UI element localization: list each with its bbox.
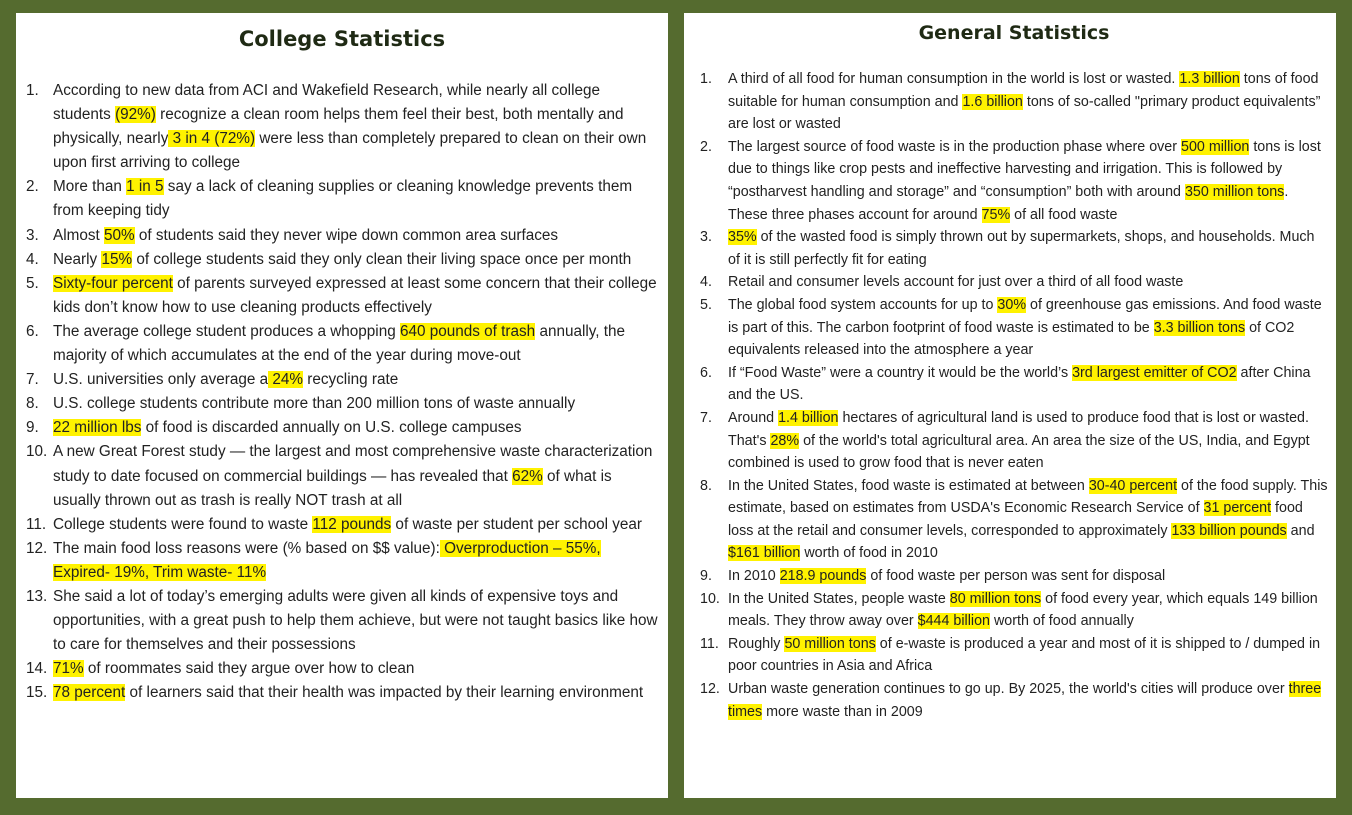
- stat-text: Roughly: [728, 635, 785, 652]
- stat-text: The average college student produces a whopping: [53, 322, 400, 340]
- stat-text: of food every year, which equals 149 billion meals. They throw away over: [728, 590, 1318, 630]
- stat-text: U.S. college students contribute more than 200 million tons of waste annually: [53, 395, 576, 413]
- stat-text: Urban waste generation continues to go up. By 2025, the world's cities will produce over: [728, 681, 1289, 698]
- college-statistics-list: [26, 79, 658, 705]
- stat-list-item: [700, 271, 1328, 294]
- highlighted-stat: 3.3 billion tons: [1153, 319, 1246, 336]
- stat-list-item: [26, 224, 658, 248]
- highlighted-stat: 112 pounds: [312, 515, 392, 533]
- stat-text: recognize a clean room helps them feel their best, both mentally and physically, nearly: [53, 106, 624, 148]
- stat-text: of parents surveyed expressed at least some concern that their college kids don’t know how to use cleaning products effectively: [53, 274, 657, 316]
- highlighted-stat: 1 in 5: [126, 178, 164, 196]
- highlighted-stat: 22 million lbs: [53, 419, 142, 437]
- stat-text: were less than completely prepared to clean on their own upon first arriving to college: [53, 130, 647, 172]
- highlighted-stat: $161 billion: [728, 545, 801, 562]
- stat-list-item: [26, 272, 658, 320]
- stat-list-item: [26, 416, 658, 440]
- stat-text: In the United States, food waste is estimated at between: [728, 477, 1089, 494]
- stat-item-number: 3.: [26, 226, 39, 244]
- stat-item-number: 10.: [26, 443, 48, 461]
- college-statistics-title: College Statistics: [238, 27, 446, 51]
- stat-item-number: 5.: [26, 274, 39, 292]
- stat-text: more waste than in 2009: [762, 703, 923, 720]
- stat-list-item: [700, 68, 1328, 136]
- stat-text: . These three phases account for around: [728, 183, 1289, 223]
- highlighted-stat: 3 in 4 (72%): [168, 130, 256, 148]
- stat-item-number: 3.: [700, 229, 712, 246]
- general-statistics-panel: [684, 13, 1336, 798]
- highlighted-stat: 31 percent: [1203, 500, 1272, 517]
- stat-text: and: [1286, 522, 1315, 539]
- stat-text: Almost: [53, 226, 104, 244]
- stat-item-number: 11.: [26, 515, 47, 533]
- stat-text: The global food system accounts for up to: [728, 296, 998, 313]
- stat-item-number: 4.: [26, 250, 39, 268]
- highlighted-stat: 30-40 percent: [1088, 477, 1178, 494]
- stat-item-number: 6.: [26, 322, 39, 340]
- stat-text: tons is lost due to things like crop pests and ineffective harvesting and irrigation. This is followed by “postharvest handling and storage” and “consumption” both with around: [728, 138, 1321, 200]
- stat-item-number: 14.: [26, 660, 48, 678]
- stat-item-number: 6.: [700, 364, 712, 381]
- stat-text: of roommates said they argue over how to clean: [83, 660, 415, 678]
- highlighted-stat: 24%: [268, 371, 303, 389]
- stat-text: worth of food in 2010: [800, 545, 938, 562]
- stat-text: of e-waste is produced a year and most of it is shipped to / dumped in poor countries in Asia and Africa: [728, 635, 1321, 675]
- stat-text: tons of so-called "primary product equivalents” are lost or wasted: [728, 93, 1321, 133]
- highlighted-stat: 78 percent: [53, 684, 126, 702]
- stat-text: annually, the majority of which accumulates at the end of the year during move-out: [53, 322, 626, 365]
- stat-text: Nearly: [53, 250, 102, 268]
- stat-list-item: [700, 136, 1328, 226]
- stat-item-number: 12.: [700, 681, 720, 698]
- stat-text: In the United States, people waste: [728, 590, 950, 607]
- stat-item-number: 7.: [700, 409, 712, 426]
- stat-text: College students were found to waste: [53, 515, 313, 533]
- stat-item-number: 9.: [26, 419, 39, 437]
- stat-item-number: 4.: [700, 274, 712, 291]
- stat-list-item: [26, 513, 658, 537]
- stat-text: worth of food annually: [990, 613, 1134, 630]
- highlighted-stat: 133 billion pounds: [1171, 522, 1287, 539]
- highlighted-stat: 50%: [104, 226, 135, 244]
- highlighted-stat: 80 million tons: [949, 590, 1042, 607]
- stat-text: tons of food suitable for human consumption and: [728, 71, 1319, 110]
- stat-text: of the world's total agricultural area. An area the size of the US, India, and Egypt combined is used to grow food that is never eaten: [728, 432, 1310, 472]
- stat-text: A new Great Forest study — the largest and most comprehensive waste characterization study to date focused on commercial buildings — has revealed that: [53, 443, 653, 485]
- highlighted-stat: 28%: [770, 432, 800, 449]
- stat-item-number: 7.: [26, 371, 39, 389]
- stat-text: food loss at the retail and consumer levels, corresponded to approximately: [728, 500, 1303, 539]
- general-statistics-list: [700, 68, 1328, 723]
- stat-text: If “Food Waste” were a country it would be the world’s: [728, 364, 1073, 381]
- stat-item-number: 9.: [700, 568, 712, 585]
- stat-text: of what is usually thrown out as trash is really NOT trash at all: [53, 467, 612, 509]
- highlighted-stat: 15%: [101, 250, 133, 268]
- stat-text: of CO2 equivalents released into the atmosphere a year: [728, 319, 1295, 359]
- highlighted-stat: 1.6 billion: [962, 93, 1023, 110]
- stat-text: Around: [728, 409, 779, 426]
- stat-text: of students said they never wipe down common area surfaces: [134, 226, 559, 244]
- stat-item-number: 1.: [700, 71, 712, 87]
- highlighted-stat: 350 million tons: [1184, 183, 1285, 200]
- highlighted-stat: 35%: [728, 229, 757, 246]
- highlighted-stat: Overproduction – 55%, Expired- 19%, Trim waste- 11%: [53, 539, 601, 581]
- highlighted-stat: 71%: [53, 660, 84, 678]
- highlighted-stat: 30%: [997, 296, 1027, 313]
- college-statistics-panel: [16, 13, 668, 798]
- highlighted-stat: 75%: [981, 206, 1011, 223]
- stat-item-number: 8.: [26, 395, 39, 413]
- stat-text: recycling rate: [303, 371, 399, 389]
- stat-list-item: [26, 175, 658, 223]
- stat-text: U.S. universities only average a: [53, 371, 269, 389]
- stat-list-item: [700, 407, 1328, 475]
- general-statistics-title: General Statistics: [918, 22, 1110, 44]
- stat-text: hectares of agricultural land is used to produce food that is lost or wasted. That's: [728, 409, 1309, 449]
- highlighted-stat: three times: [728, 681, 1322, 720]
- stat-item-number: 1.: [26, 82, 39, 99]
- stat-list-item: [26, 320, 658, 368]
- stat-text: after China and the US.: [728, 364, 1311, 404]
- stat-list-item: [700, 362, 1328, 407]
- highlighted-stat: 50 million tons: [784, 635, 876, 652]
- stat-text: of learners said that their health was impacted by their learning environment: [125, 684, 644, 702]
- stat-list-item: [26, 657, 658, 681]
- highlighted-stat: Sixty-four percent: [53, 274, 173, 292]
- stat-item-number: 5.: [700, 296, 712, 313]
- stat-text: Retail and consumer levels account for just over a third of all food waste: [728, 274, 1184, 291]
- highlighted-stat: 640 pounds of trash: [399, 322, 536, 340]
- stat-text: A third of all food for human consumption in the world is lost or wasted.: [728, 71, 1180, 87]
- stat-list-item: [26, 368, 658, 392]
- stat-text: The largest source of food waste is in the production phase where over: [728, 138, 1181, 155]
- stat-item-number: 13.: [26, 587, 48, 605]
- highlighted-stat: 3rd largest emitter of CO2: [1072, 364, 1237, 381]
- stat-list-item: [700, 475, 1328, 565]
- stat-text: of greenhouse gas emissions. And food waste is part of this. The carbon footprint of food waste is estimated to be: [728, 296, 1322, 336]
- stat-list-item: [700, 565, 1328, 588]
- stat-list-item: [26, 681, 658, 705]
- highlighted-stat: 500 million: [1181, 138, 1250, 155]
- highlighted-stat: 218.9 pounds: [779, 568, 867, 585]
- stat-text: of college students said they only clean their living space once per month: [132, 250, 632, 268]
- stat-text: The main food loss reasons were (% based on $$ value):: [53, 539, 440, 557]
- stat-text: In 2010: [728, 568, 780, 585]
- stat-list-item: [26, 585, 658, 657]
- stat-text: of the food supply. This estimate, based on estimates from USDA's Economic Research Service of: [728, 477, 1328, 517]
- stat-item-number: 11.: [700, 635, 719, 652]
- stat-text: of food is discarded annually on U.S. college campuses: [141, 419, 522, 437]
- stat-text: of all food waste: [1010, 206, 1118, 223]
- stat-item-number: 12.: [26, 539, 48, 557]
- stat-list-item: [26, 440, 658, 512]
- stat-text: More than: [53, 178, 127, 196]
- stat-item-number: 15.: [26, 684, 48, 702]
- stat-text: According to new data from ACI and Wakefield Research, while nearly all college students: [53, 82, 600, 124]
- stat-item-number: 2.: [26, 178, 39, 196]
- stat-list-item: [700, 588, 1328, 633]
- stat-item-number: 8.: [700, 477, 712, 494]
- stat-text: of waste per student per school year: [391, 515, 643, 533]
- stat-list-item: [26, 248, 658, 272]
- stat-list-item: [26, 79, 658, 175]
- stat-list-item: [700, 633, 1328, 678]
- stat-text: She said a lot of today’s emerging adults were given all kinds of expensive toys and opportunities, with a great push to help them achieve, but were not taught basics like how to care for themselves and their possessions: [53, 587, 658, 654]
- stat-text: of food waste per person was sent for disposal: [866, 568, 1166, 585]
- stat-list-item: [26, 537, 658, 585]
- highlighted-stat: $444 billion: [917, 613, 990, 630]
- stat-list-item: [700, 294, 1328, 362]
- highlighted-stat: 1.3 billion: [1179, 71, 1240, 87]
- stat-list-item: [700, 678, 1328, 723]
- stat-list-item: [26, 392, 658, 416]
- highlighted-stat: (92%): [115, 106, 156, 124]
- stat-item-number: 2.: [700, 138, 712, 155]
- stat-list-item: [700, 226, 1328, 271]
- stat-text: say a lack of cleaning supplies or cleaning knowledge prevents them from keeping tidy: [53, 178, 633, 220]
- highlighted-stat: 62%: [512, 467, 543, 485]
- stat-item-number: 10.: [700, 590, 720, 607]
- stat-text: of the wasted food is simply thrown out by supermarkets, shops, and households. Much of it is still perfectly fit for eating: [728, 229, 1315, 268]
- highlighted-stat: 1.4 billion: [778, 409, 839, 426]
